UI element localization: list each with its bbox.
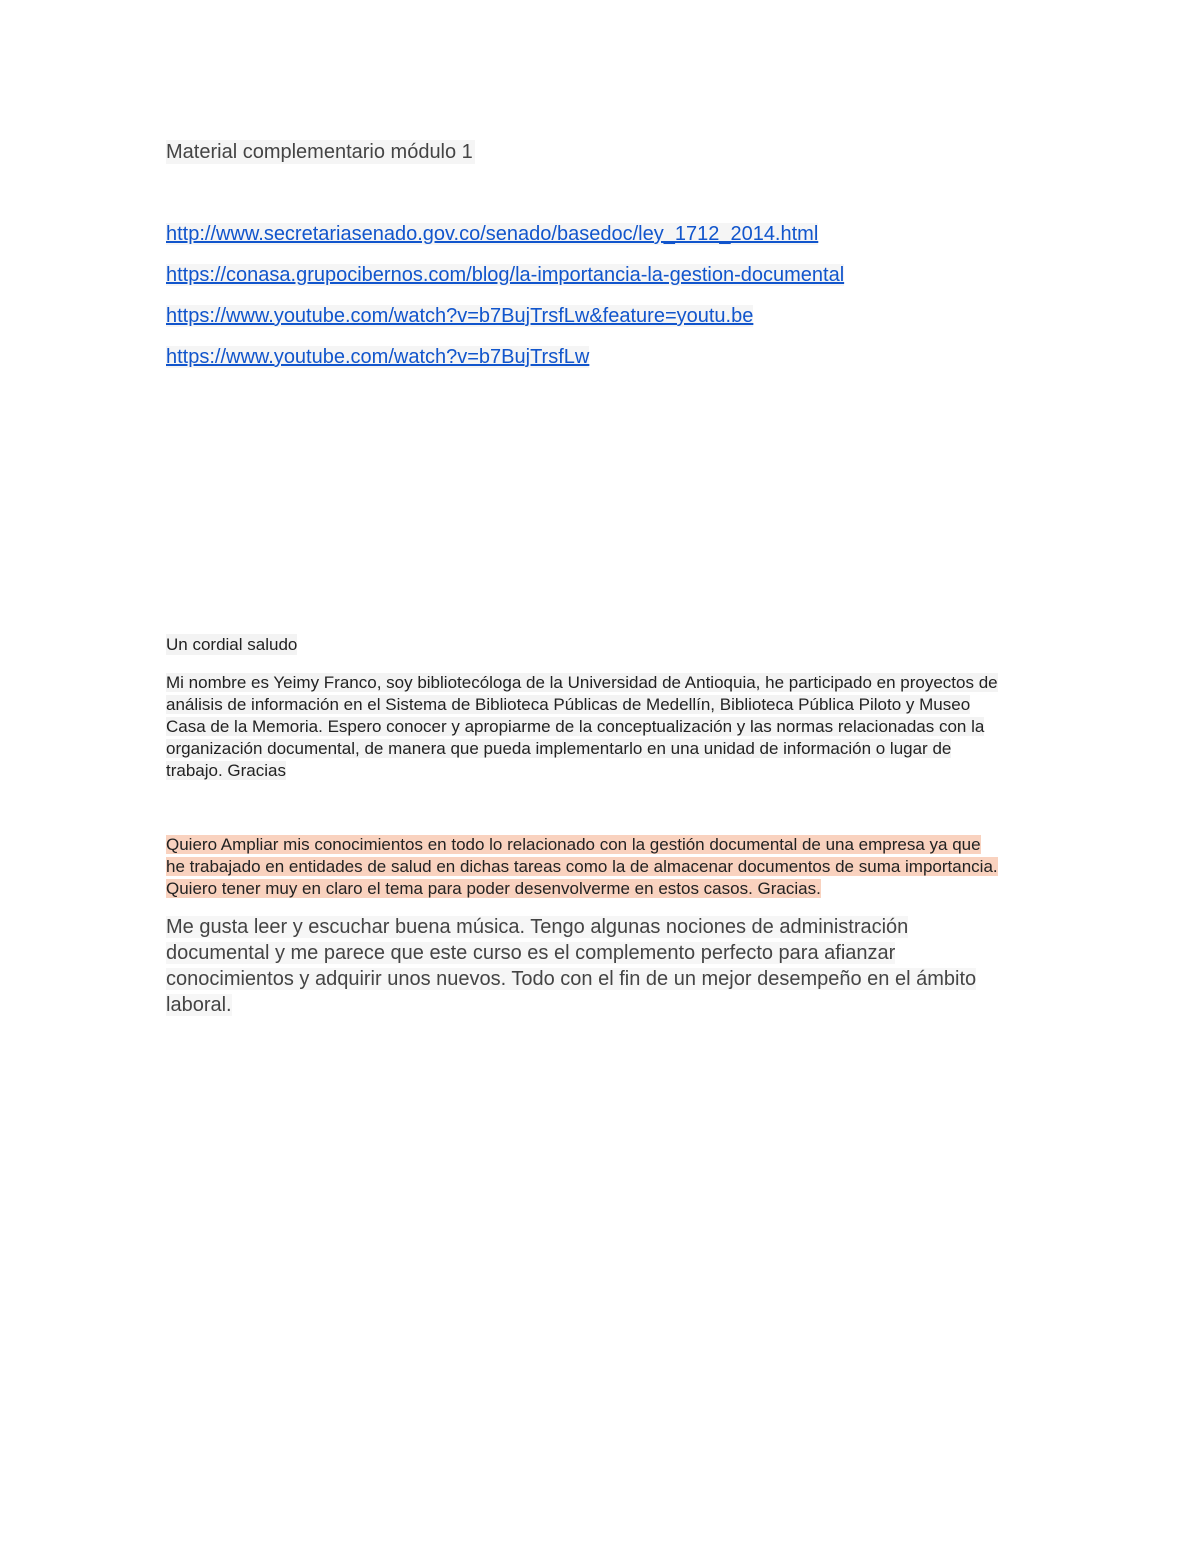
paragraph-line xyxy=(166,914,1046,940)
link-list xyxy=(166,222,844,386)
line-text: Mi nombre es Yeimy Franco, soy bibliotecóloga de la Universidad de Antioquia, he participado en proyectos de xyxy=(166,673,998,692)
paragraph-line xyxy=(166,940,1046,966)
list-item xyxy=(166,345,844,386)
paragraph-line xyxy=(166,878,1046,900)
highlighted-paragraph xyxy=(166,834,1046,900)
list-item xyxy=(166,222,844,263)
paragraph-line xyxy=(166,834,1046,856)
link-youtube[interactable]: https://www.youtube.com/watch?v=b7BujTrsfLw xyxy=(166,346,590,368)
link-youtube-feature[interactable]: https://www.youtube.com/watch?v=b7BujTrsfLw&feature=youtu.be xyxy=(166,305,754,327)
paragraph-line xyxy=(166,992,1046,1018)
paragraph-line xyxy=(166,694,1046,716)
link-ley-1712[interactable]: http://www.secretariasenado.gov.co/senado/basedoc/ley_1712_2014.html xyxy=(166,223,819,245)
paragraph-line xyxy=(166,760,1046,782)
list-item xyxy=(166,304,844,345)
line-text: Me gusta leer y escuchar buena música. Tengo algunas nociones de administración xyxy=(166,916,909,938)
document-title: Material complementario módulo 1 xyxy=(166,141,473,163)
paragraph-line xyxy=(166,716,1046,738)
paragraph-line xyxy=(166,672,1046,694)
line-text: organización documental, de manera que pueda implementarlo en una unidad de información o lugar de xyxy=(166,739,952,758)
paragraph-line xyxy=(166,738,1046,760)
paragraph-line xyxy=(166,856,1046,878)
line-text: análisis de información en el Sistema de Biblioteca Públicas de Medellín, Biblioteca Pública Piloto y Museo xyxy=(166,695,971,714)
link-conasa-blog[interactable]: https://conasa.grupocibernos.com/blog/la-importancia-la-gestion-documental xyxy=(166,264,845,286)
line-text: Quiero Ampliar mis conocimientos en todo lo relacionado con la gestión documental de una empresa ya que xyxy=(166,835,981,854)
line-text: he trabajado en entidades de salud en dichas tareas como la de almacenar documentos de suma importancia. xyxy=(166,857,998,876)
line-text: conocimientos y adquirir unos nuevos. Todo con el fin de un mejor desempeño en el ámbito xyxy=(166,968,977,990)
greeting-text: Un cordial saludo xyxy=(166,635,298,654)
paragraph-line xyxy=(166,966,1046,992)
line-text: trabajo. Gracias xyxy=(166,761,286,780)
line-text: Casa de la Memoria. Espero conocer y apropiarme de la conceptualización y las normas relacionadas con la xyxy=(166,717,985,736)
line-text: documental y me parece que este curso es el complemento perfecto para afianzar xyxy=(166,942,896,964)
line-text: Quiero tener muy en claro el tema para poder desenvolverme en estos casos. Gracias. xyxy=(166,879,821,898)
introduction-paragraph xyxy=(166,672,1046,782)
line-text: laboral. xyxy=(166,994,232,1016)
list-item xyxy=(166,263,844,304)
closing-paragraph xyxy=(166,914,1046,1018)
